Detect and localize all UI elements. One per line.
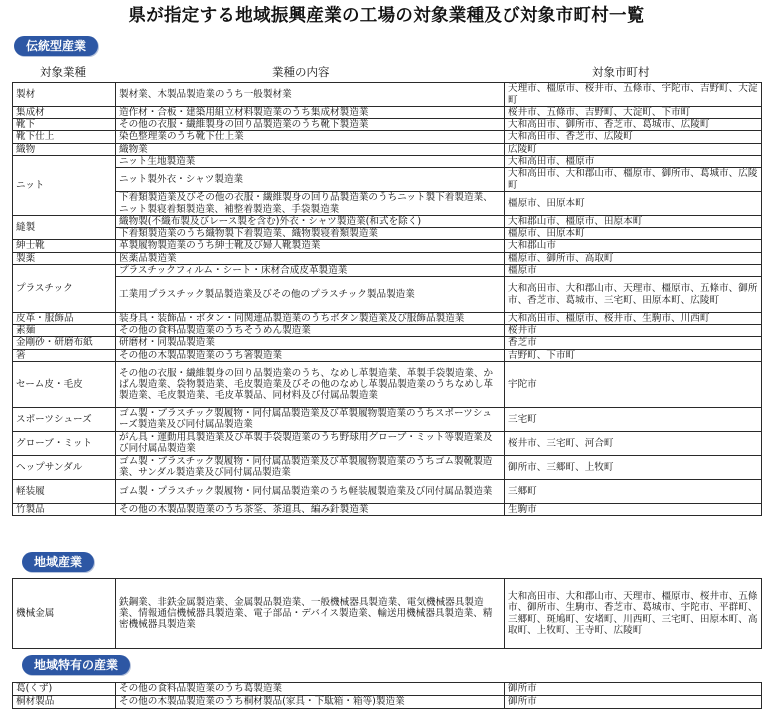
cities-cell: 橿原市	[505, 264, 762, 276]
industry-cell: 素麺	[13, 325, 116, 337]
content-cell: ゴム製・プラスチック製履物・同付属品製造業のうち軽装履製造業及び同付属品製造業	[116, 479, 505, 503]
section-badge-traditional: 伝統型産業	[14, 36, 98, 56]
table-row	[13, 407, 762, 431]
content-cell: 製材業、木製品製造業のうち一般製材業	[116, 83, 505, 107]
table-row	[13, 83, 762, 107]
industry-cell: スポーツシューズ	[13, 407, 116, 431]
cities-cell: 宇陀市	[505, 361, 762, 407]
table-row	[13, 107, 762, 119]
cities-cell: 御所市、三郷町、上牧町	[505, 455, 762, 479]
industry-cell: 桐材製品	[13, 696, 116, 709]
page-title: 県が指定する地域振興産業の工場の対象業種及び対象市町村一覧	[128, 6, 645, 26]
industry-cell: 葛(くず)	[13, 683, 116, 696]
table-row	[13, 361, 762, 407]
industry-cell: 縫製	[13, 216, 116, 240]
cities-cell: 御所市	[505, 696, 762, 709]
table-row	[13, 252, 762, 264]
table-row	[13, 216, 762, 228]
industry-cell: 皮革・服飾品	[13, 313, 116, 325]
industry-cell: 竹製品	[13, 503, 116, 515]
industry-cell: 靴下	[13, 119, 116, 131]
traditional-industries-table	[12, 82, 762, 516]
content-cell: その他の衣服・繊維製身の回り品製造業のうち靴下製造業	[116, 119, 505, 131]
industry-cell: ヘップサンダル	[13, 455, 116, 479]
content-cell: 下着類製造業及びその他の衣服・繊維製身の回り品製造業のうちニット製下着製造業、ニット製寝着類製造業、補整着製造業、手袋製造業	[116, 192, 505, 216]
content-cell: 研磨材・同製品製造業	[116, 337, 505, 349]
industry-cell: 紳士靴	[13, 240, 116, 252]
cities-cell: 大和高田市、大和郡山市、橿原市、御所市、葛城市、広陵町	[505, 168, 762, 192]
industry-cell: 製薬	[13, 252, 116, 264]
content-cell: 造作材・合板・建築用組立材料製造業のうち集成材製造業	[116, 107, 505, 119]
table-row	[13, 240, 762, 252]
cities-cell: 広陵町	[505, 143, 762, 155]
cities-cell: 大和高田市、橿原市、桜井市、生駒市、川西町	[505, 313, 762, 325]
cities-cell: 大和郡山市	[505, 240, 762, 252]
content-cell: 染色整理業のうち靴下仕上業	[116, 131, 505, 143]
content-cell: ニット生地製造業	[116, 155, 505, 167]
table-row	[13, 155, 762, 167]
content-cell: その他の食料品製造業のうちそうめん製造業	[116, 325, 505, 337]
table-row	[13, 119, 762, 131]
cities-cell: 生駒市	[505, 503, 762, 515]
cities-cell: 御所市	[505, 683, 762, 696]
cities-cell: 大和高田市、大和郡山市、天理市、橿原市、五條市、御所市、香芝市、葛城市、三宅町、田原本町、広陵町	[505, 277, 762, 313]
section-badge-regional: 地域産業	[22, 552, 94, 572]
table-row	[13, 349, 762, 361]
content-cell: 織物業	[116, 143, 505, 155]
table-row	[13, 131, 762, 143]
cities-cell: 桜井市、三宅町、河合町	[505, 431, 762, 455]
content-cell: 下着類製造業のうち織物製下着製造業、織物製寝着類製造業	[116, 228, 505, 240]
content-cell: 鉄鋼業、非鉄金属製造業、金属製品製造業、一般機械器具製造業、電気機械器具製造業、情報通信機械器具製造業、電子部品・デバイス製造業、輸送用機械器具製造業、精密機械器具製造業	[116, 579, 505, 649]
content-cell: その他の衣服・繊維製身の回り品製造業のうち、なめし革製造業、革製手袋製造業、かばん製造業、袋物製造業、毛皮製造業及びその他のなめし革製品製造業のうちなめし革製造業、毛皮製造業、毛皮革製品、同材料及び付属品製造業	[116, 361, 505, 407]
table-row	[13, 168, 762, 192]
content-cell: ゴム製・プラスチック製履物・同付属品製造業及び革製履物製造業のうちゴム製靴製造業、サンダル製造業及び同付属品製造業	[116, 455, 505, 479]
cities-cell: 天理市、橿原市、桜井市、五條市、宇陀市、吉野町、大淀町	[505, 83, 762, 107]
table-row	[13, 143, 762, 155]
column-header-cities: 対象市町村	[592, 65, 650, 79]
content-cell: ゴム製・プラスチック製履物・同付属品製造業及び革製履物製造業のうちスポーツシューズ製造業及び同付属品製造業	[116, 407, 505, 431]
table-row	[13, 479, 762, 503]
content-cell: その他の木製品製造業のうち桐材製品(家具・下駄箱・箱等)製造業	[116, 696, 505, 709]
cities-cell: 大和高田市、御所市、香芝市、葛城市、広陵町	[505, 119, 762, 131]
table-row	[13, 579, 762, 649]
industry-cell: ニット	[13, 155, 116, 215]
industry-cell: 箸	[13, 349, 116, 361]
content-cell: その他の木製品製造業のうち箸製造業	[116, 349, 505, 361]
cities-cell: 橿原市、田原本町	[505, 228, 762, 240]
content-cell: 革製履物製造業のうち紳士靴及び婦人靴製造業	[116, 240, 505, 252]
table-row	[13, 696, 762, 709]
cities-cell: 大和高田市、大和郡山市、天理市、橿原市、桜井市、五條市、御所市、生駒市、香芝市、葛城市、宇陀市、平群町、三郷町、斑鳩町、安堵町、川西町、三宅町、田原本町、高取町、上牧町、王寺町、広陵町	[505, 579, 762, 649]
industry-cell: 金剛砂・研磨布紙	[13, 337, 116, 349]
table-row	[13, 683, 762, 696]
column-header-content: 業種の内容	[272, 65, 330, 79]
cities-cell: 桜井市、五條市、吉野町、大淀町、下市町	[505, 107, 762, 119]
table-row	[13, 455, 762, 479]
table-row	[13, 503, 762, 515]
content-cell: 装身具・装飾品・ボタン・同関連品製造業のうちボタン製造業及び服飾品製造業	[116, 313, 505, 325]
cities-cell: 大和高田市、橿原市	[505, 155, 762, 167]
industry-cell: 製材	[13, 83, 116, 107]
cities-cell: 三宅町	[505, 407, 762, 431]
column-header-industry: 対象業種	[40, 65, 86, 79]
cities-cell: 三郷町	[505, 479, 762, 503]
industry-cell: プラスチック	[13, 264, 116, 312]
industry-cell: 織物	[13, 143, 116, 155]
content-cell: がん具・運動用具製造業及び革製手袋製造業のうち野球用グローブ・ミット等製造業及び同付属品製造業	[116, 431, 505, 455]
cities-cell: 橿原市、御所市、高取町	[505, 252, 762, 264]
cities-cell: 吉野町、下市町	[505, 349, 762, 361]
table-row	[13, 431, 762, 455]
content-cell: 医薬品製造業	[116, 252, 505, 264]
cities-cell: 大和郡山市、橿原市、田原本町	[505, 216, 762, 228]
industry-cell: 機械金属	[13, 579, 116, 649]
industry-cell: セーム皮・毛皮	[13, 361, 116, 407]
table-row	[13, 313, 762, 325]
industry-cell: 靴下仕上	[13, 131, 116, 143]
section-badge-specific: 地域特有の産業	[22, 655, 130, 675]
cities-cell: 桜井市	[505, 325, 762, 337]
content-cell: ニット製外衣・シャツ製造業	[116, 168, 505, 192]
specific-industries-table	[12, 682, 762, 709]
content-cell: その他の木製品製造業のうち茶筌、茶道具、編み針製造業	[116, 503, 505, 515]
cities-cell: 大和高田市、香芝市、広陵町	[505, 131, 762, 143]
content-cell: その他の食料品製造業のうち葛製造業	[116, 683, 505, 696]
table-row	[13, 277, 762, 313]
regional-industries-table	[12, 578, 762, 649]
table-row	[13, 264, 762, 276]
content-cell: 工業用プラスチック製品製造業及びその他のプラスチック製品製造業	[116, 277, 505, 313]
cities-cell: 橿原市、田原本町	[505, 192, 762, 216]
content-cell: プラスチックフィルム・シート・床材合成皮革製造業	[116, 264, 505, 276]
content-cell: 織物製(不織布製及びレース製を含む)外衣・シャツ製造業(和式を除く)	[116, 216, 505, 228]
table-row	[13, 325, 762, 337]
cities-cell: 香芝市	[505, 337, 762, 349]
table-row	[13, 337, 762, 349]
industry-cell: グローブ・ミット	[13, 431, 116, 455]
industry-cell: 集成材	[13, 107, 116, 119]
industry-cell: 軽装履	[13, 479, 116, 503]
table-row	[13, 228, 762, 240]
table-row	[13, 192, 762, 216]
